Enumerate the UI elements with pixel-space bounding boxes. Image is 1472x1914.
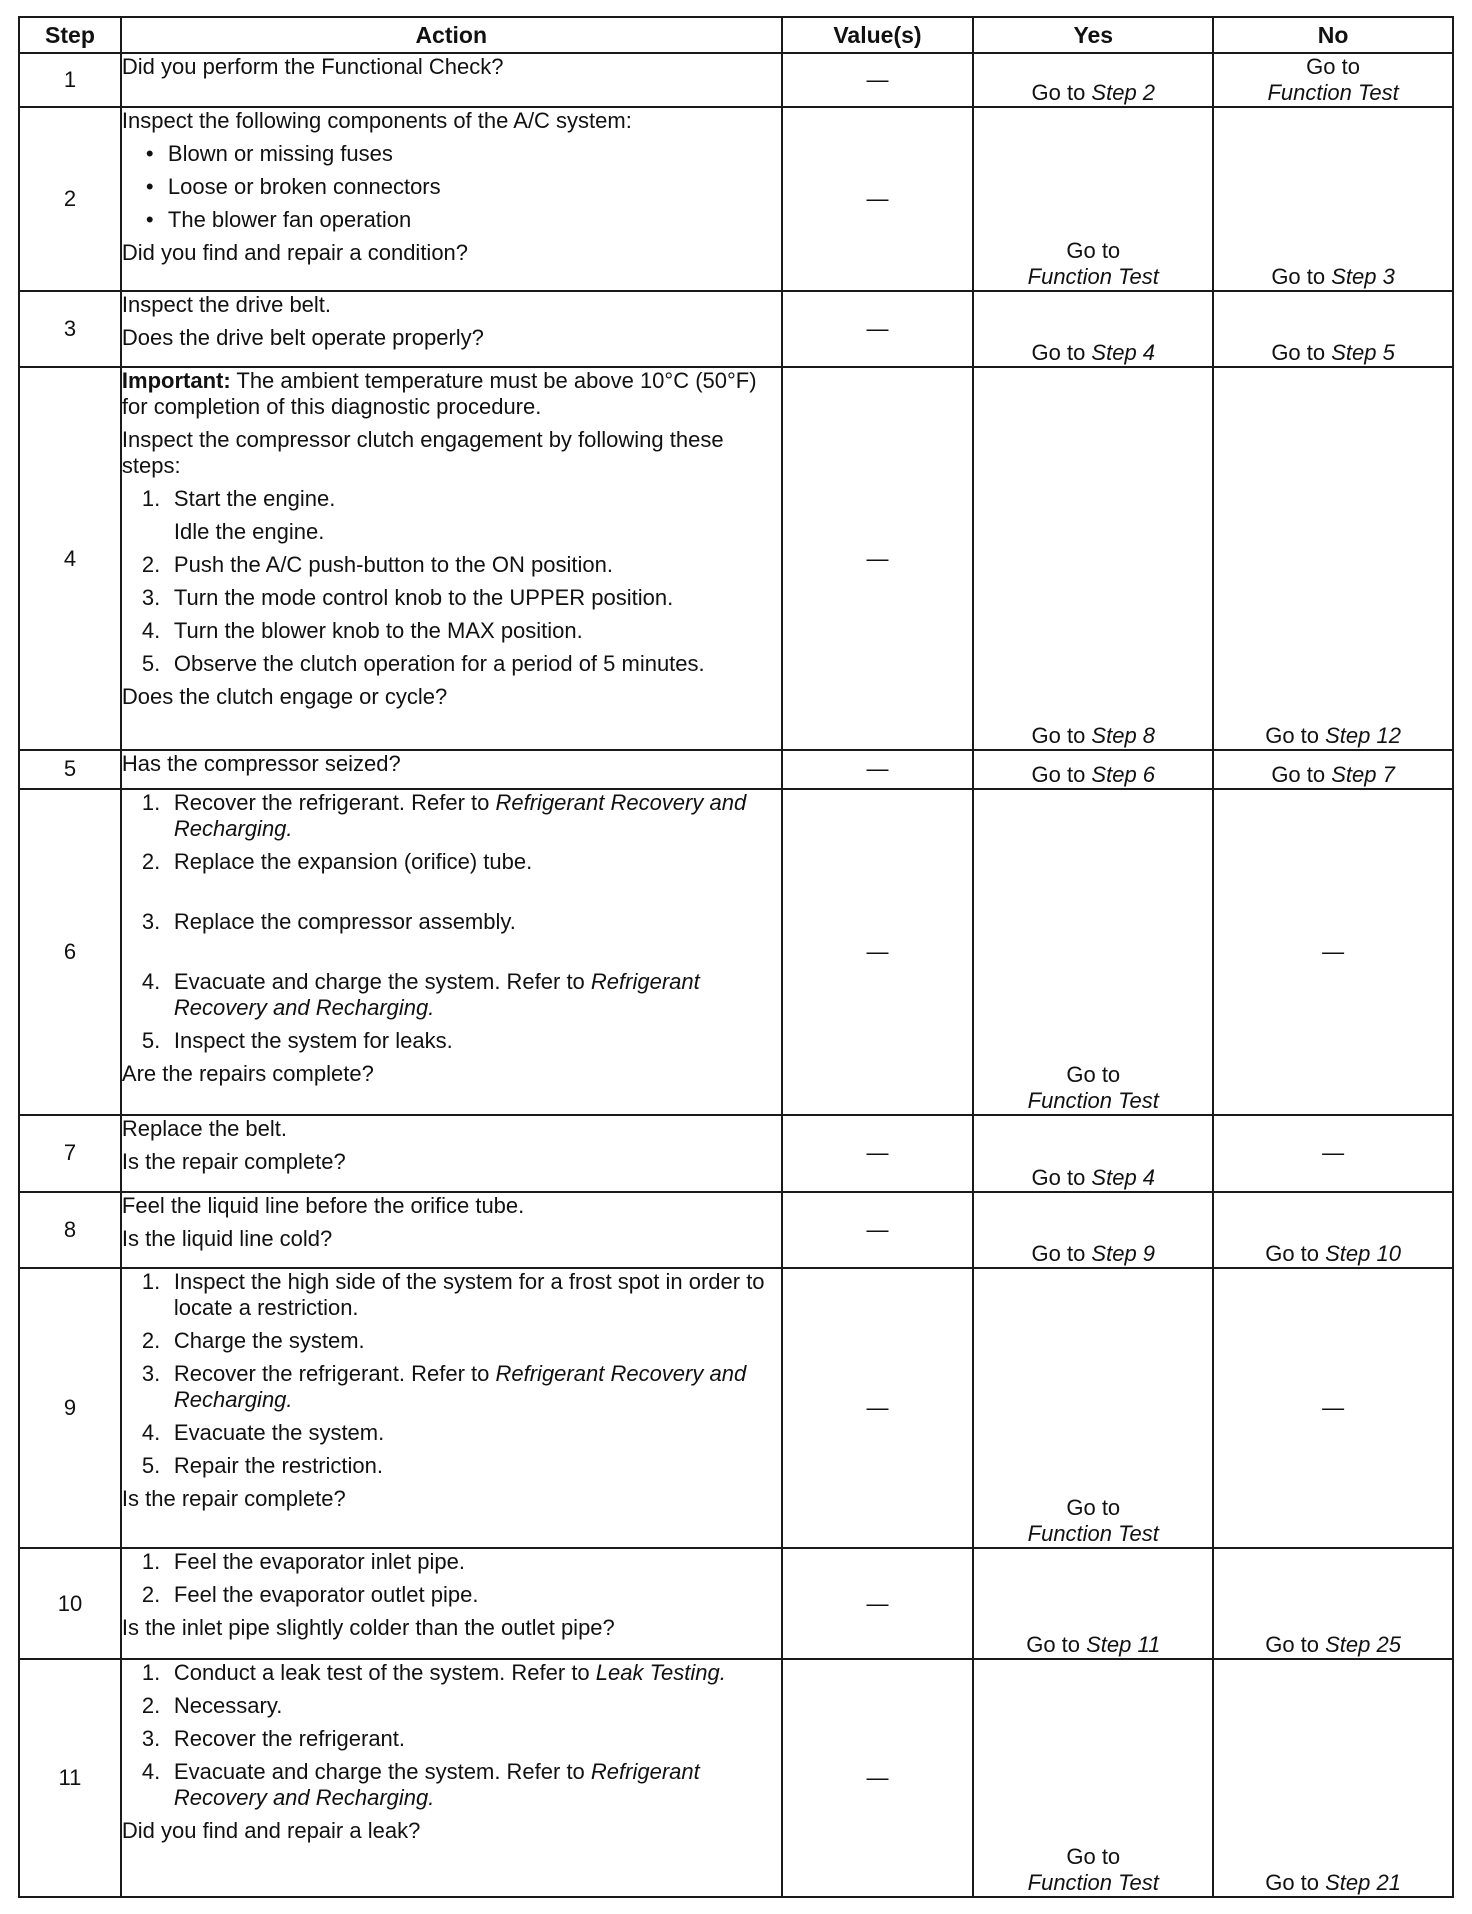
value-cell: —	[782, 1548, 974, 1659]
list-item-text: Feel the evaporator outlet pipe.	[173, 1582, 479, 1608]
no-cell	[1213, 367, 1453, 750]
list-item-text: Necessary.	[173, 1693, 283, 1719]
list-item-text: Replace the expansion (orifice) tube.	[173, 848, 533, 874]
yes-cell	[973, 53, 1213, 107]
step-number: 5	[19, 750, 121, 788]
list-item	[122, 969, 781, 1021]
action-cell	[121, 1548, 782, 1659]
list-item	[122, 486, 781, 512]
yes-target: Function Test	[1027, 263, 1159, 289]
list-item-reference: Refrigerant Recovery and Recharging.	[173, 1361, 747, 1413]
action-question: Has the compressor seized?	[121, 751, 401, 777]
list-item	[122, 909, 781, 935]
action-question: Did you find and repair a leak?	[121, 1818, 421, 1844]
list-item	[122, 585, 781, 611]
step-number: 11	[19, 1659, 121, 1897]
list-item-continuation: Idle the engine.	[173, 519, 325, 545]
action-cell	[121, 750, 782, 788]
yes-target: Step 6	[1091, 761, 1156, 787]
yes-target: Step 9	[1091, 1241, 1156, 1267]
list-item-number: 3.	[141, 1726, 161, 1752]
list-item-reference: Leak Testing.	[595, 1660, 726, 1686]
list-item-text: Observe the clutch operation for a period of 5 minutes.	[173, 651, 705, 677]
yes-prefix: Go to	[1031, 761, 1092, 787]
no-target: Step 12	[1325, 723, 1401, 749]
table-row-step-9	[19, 1268, 1453, 1548]
list-item-text: Recover the refrigerant. Refer to	[173, 789, 496, 815]
action-cell	[121, 1659, 782, 1897]
no-target: Step 5	[1331, 340, 1395, 366]
action-line: Feel the liquid line before the orifice tube.	[121, 1192, 525, 1218]
list-item-number: 4.	[141, 1420, 161, 1446]
step-number: 1	[19, 53, 121, 107]
bullet-icon: •	[145, 174, 154, 200]
no-target: Step 3	[1331, 263, 1395, 289]
yes-target: Step 4	[1091, 340, 1156, 366]
no-cell	[1213, 291, 1453, 368]
list-item-number: 3.	[141, 1361, 161, 1387]
list-item	[122, 141, 781, 167]
list-item	[122, 1759, 781, 1811]
action-cell	[121, 107, 782, 290]
list-item	[122, 174, 781, 200]
action-intro: Inspect the compressor clutch engagement by following these steps:	[121, 427, 724, 479]
list-item-number: 1.	[141, 1549, 161, 1575]
yes-prefix: Go to	[1031, 1241, 1092, 1267]
list-item-reference: Refrigerant Recovery and Recharging.	[173, 789, 747, 841]
list-item-text: Recover the refrigerant.	[173, 1726, 406, 1752]
action-question: Is the repair complete?	[121, 1486, 346, 1512]
header-no: No	[1213, 17, 1453, 53]
value-cell: —	[782, 291, 974, 368]
no-target: Function Test	[1267, 80, 1399, 106]
list-item-text: Turn the mode control knob to the UPPER position.	[173, 585, 674, 611]
action-cell	[121, 53, 782, 107]
action-intro: Inspect the following components of the A/C system:	[121, 108, 632, 134]
list-item	[122, 1028, 781, 1054]
bullet-icon: •	[145, 141, 154, 167]
no-cell: —	[1213, 789, 1453, 1115]
list-item-text: Push the A/C push-button to the ON position.	[173, 552, 613, 578]
action-question: Is the repair complete?	[121, 1149, 346, 1175]
step-number: 2	[19, 107, 121, 290]
list-item-number: 4.	[141, 968, 161, 994]
yes-cell	[973, 291, 1213, 368]
value-cell: —	[782, 107, 974, 290]
value-cell: —	[782, 1115, 974, 1192]
list-item	[122, 1693, 781, 1719]
yes-target: Step 2	[1091, 80, 1156, 106]
yes-cell	[973, 1548, 1213, 1659]
step-number: 8	[19, 1192, 121, 1269]
list-item-number: 2.	[141, 848, 161, 874]
diagnostic-table	[18, 16, 1454, 1898]
list-item	[122, 1582, 781, 1608]
action-question: Does the drive belt operate properly?	[121, 324, 484, 350]
list-item-number: 3.	[141, 908, 161, 934]
list-item-number: 2.	[141, 1582, 161, 1608]
action-question: Is the liquid line cold?	[121, 1225, 333, 1251]
list-item-text: Evacuate the system.	[173, 1420, 385, 1446]
list-item-text: Blown or missing fuses	[167, 141, 393, 167]
yes-prefix: Go to	[1066, 1495, 1121, 1521]
step-number: 3	[19, 291, 121, 368]
step-number: 10	[19, 1548, 121, 1659]
table-row-step-7	[19, 1115, 1453, 1192]
list-item-number: 3.	[141, 585, 161, 611]
value-cell: —	[782, 750, 974, 788]
step-number: 9	[19, 1268, 121, 1548]
value-cell: —	[782, 53, 974, 107]
step-number: 7	[19, 1115, 121, 1192]
list-item	[122, 1453, 781, 1479]
action-question: Did you find and repair a condition?	[121, 240, 469, 266]
yes-cell	[973, 107, 1213, 290]
no-cell	[1213, 750, 1453, 788]
header-step: Step	[19, 17, 121, 53]
no-prefix: Go to	[1265, 1241, 1326, 1267]
yes-prefix: Go to	[1066, 1062, 1121, 1088]
table-row-step-6	[19, 789, 1453, 1115]
list-item-text: Charge the system.	[173, 1328, 365, 1354]
action-line: Replace the belt.	[121, 1116, 288, 1142]
list-item-number: 4.	[141, 618, 161, 644]
list-item	[122, 1549, 781, 1575]
list-item-number: 1.	[141, 1660, 161, 1686]
table-row-step-11	[19, 1659, 1453, 1897]
list-item	[122, 849, 781, 875]
yes-target: Step 8	[1091, 723, 1156, 749]
list-item-number: 1.	[141, 789, 161, 815]
list-item-number: 1.	[141, 1269, 161, 1295]
yes-cell	[973, 789, 1213, 1115]
yes-prefix: Go to	[1031, 723, 1092, 749]
value-cell: —	[782, 1659, 974, 1897]
action-cell	[121, 1115, 782, 1192]
no-cell	[1213, 107, 1453, 290]
value-cell: —	[782, 789, 974, 1115]
list-item-text: Inspect the system for leaks.	[173, 1027, 453, 1053]
no-prefix: Go to	[1271, 761, 1332, 787]
list-item-number: 2.	[141, 552, 161, 578]
yes-target: Function Test	[1027, 1088, 1159, 1114]
table-row-step-2	[19, 107, 1453, 290]
action-question: Did you perform the Functional Check?	[121, 54, 504, 79]
table-row-step-4	[19, 367, 1453, 750]
action-cell	[121, 1268, 782, 1548]
important-text: The ambient temperature must be above 10°C (50°F) for completion of this diagnostic procedure.	[121, 368, 757, 420]
no-cell	[1213, 53, 1453, 107]
table-header-row	[19, 17, 1453, 53]
no-prefix: Go to	[1306, 54, 1360, 80]
no-prefix: Go to	[1271, 263, 1332, 289]
diagnostic-table-sheet	[18, 16, 1454, 1898]
no-prefix: Go to	[1265, 723, 1326, 749]
bullet-icon: •	[145, 207, 154, 233]
step-number: 6	[19, 789, 121, 1115]
list-item-text: Feel the evaporator inlet pipe.	[173, 1549, 465, 1575]
list-item	[122, 1328, 781, 1354]
list-item-text: Evacuate and charge the system. Refer to	[173, 968, 591, 994]
yes-target: Step 11	[1086, 1632, 1161, 1658]
header-yes: Yes	[973, 17, 1213, 53]
list-item-text: The blower fan operation	[167, 207, 412, 233]
action-question: Does the clutch engage or cycle?	[121, 684, 448, 710]
list-item	[122, 1660, 781, 1686]
list-item-number: 2.	[141, 1328, 161, 1354]
list-item-text: Evacuate and charge the system. Refer to	[173, 1759, 591, 1785]
list-item-number: 1.	[141, 486, 161, 512]
list-item	[122, 1361, 781, 1413]
yes-prefix: Go to	[1031, 80, 1092, 106]
table-row-step-8	[19, 1192, 1453, 1269]
yes-cell	[973, 367, 1213, 750]
yes-cell	[973, 1192, 1213, 1269]
no-target: Step 7	[1331, 761, 1395, 787]
list-item-number: 5.	[141, 651, 161, 677]
table-row-step-3	[19, 291, 1453, 368]
list-item	[122, 552, 781, 578]
action-question: Are the repairs complete?	[121, 1060, 374, 1086]
table-row-step-10	[19, 1548, 1453, 1659]
list-item	[122, 790, 781, 842]
list-item-number: 5.	[141, 1453, 161, 1479]
list-item-reference: Refrigerant Recovery and Recharging.	[173, 1759, 700, 1811]
yes-prefix: Go to	[1031, 340, 1092, 366]
list-item-text: Repair the restriction.	[173, 1453, 383, 1479]
list-item	[122, 1420, 781, 1446]
table-row-step-1	[19, 53, 1453, 107]
yes-prefix: Go to	[1066, 1844, 1121, 1869]
list-item-number: 5.	[141, 1027, 161, 1053]
no-cell: —	[1213, 1268, 1453, 1548]
list-item	[122, 1726, 781, 1752]
action-cell	[121, 367, 782, 750]
step-number: 4	[19, 367, 121, 750]
list-item	[122, 207, 781, 233]
yes-cell	[973, 1115, 1213, 1192]
list-item	[122, 1269, 781, 1321]
list-item-text: Recover the refrigerant. Refer to	[173, 1361, 496, 1387]
table-row-step-5	[19, 750, 1453, 788]
list-item-text: Start the engine.	[173, 486, 336, 512]
list-item	[122, 618, 781, 644]
action-cell	[121, 291, 782, 368]
header-values: Value(s)	[782, 17, 974, 53]
list-item-text: Replace the compressor assembly.	[173, 908, 516, 934]
important-note	[122, 368, 781, 420]
action-cell	[121, 1192, 782, 1269]
yes-target: Step 4	[1091, 1164, 1156, 1190]
no-cell	[1213, 1659, 1453, 1897]
no-prefix: Go to	[1265, 1870, 1326, 1895]
list-item-number: 2.	[141, 1693, 161, 1719]
no-target: Step 25	[1325, 1632, 1401, 1658]
header-action: Action	[121, 17, 782, 53]
action-cell	[121, 789, 782, 1115]
list-item-text: Loose or broken connectors	[167, 174, 441, 200]
value-cell: —	[782, 1268, 974, 1548]
no-target: Step 10	[1325, 1241, 1401, 1267]
yes-target: Function Test	[1027, 1521, 1159, 1547]
no-target: Step 21	[1325, 1870, 1401, 1895]
yes-prefix: Go to	[1031, 1164, 1092, 1190]
yes-cell	[973, 1268, 1213, 1548]
no-prefix: Go to	[1271, 340, 1332, 366]
list-item-reference: Refrigerant Recovery and Recharging.	[173, 968, 700, 1020]
list-item-text: Inspect the high side of the system for a frost spot in order to locate a restriction.	[173, 1269, 765, 1321]
yes-prefix: Go to	[1026, 1632, 1087, 1658]
action-question: Is the inlet pipe slightly colder than the outlet pipe?	[121, 1615, 615, 1641]
yes-cell	[973, 750, 1213, 788]
list-item-text: Conduct a leak test of the system. Refer to	[173, 1660, 596, 1686]
no-cell: —	[1213, 1115, 1453, 1192]
action-line: Inspect the drive belt.	[121, 291, 332, 317]
important-label: Important:	[121, 368, 231, 394]
list-item-text: Turn the blower knob to the MAX position.	[173, 618, 583, 644]
yes-prefix: Go to	[1066, 237, 1121, 263]
yes-target: Function Test	[1027, 1870, 1159, 1895]
no-prefix: Go to	[1265, 1632, 1326, 1658]
value-cell: —	[782, 1192, 974, 1269]
list-item	[122, 651, 781, 677]
yes-cell	[973, 1659, 1213, 1897]
no-cell	[1213, 1192, 1453, 1269]
no-cell	[1213, 1548, 1453, 1659]
list-item-number: 4.	[141, 1759, 161, 1785]
value-cell: —	[782, 367, 974, 750]
